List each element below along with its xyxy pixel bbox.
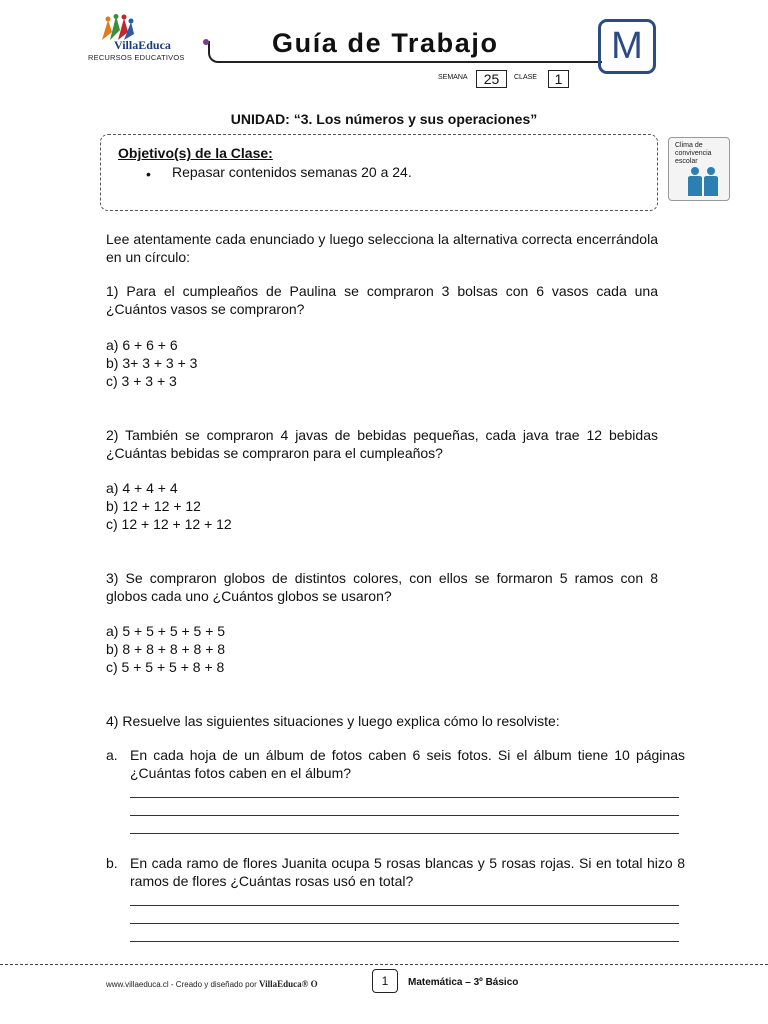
semana-label: SEMANA <box>438 74 468 81</box>
clima-badge <box>668 137 730 201</box>
option-c[interactable]: c) 12 + 12 + 12 + 12 <box>106 516 232 532</box>
clase-value: 1 <box>548 70 569 88</box>
footer-brand: VillaEduca® O <box>258 979 318 989</box>
footer-credit-text: www.villaeduca.cl - Creado y diseñado por <box>106 980 257 989</box>
item-a-marker: a. <box>106 747 118 763</box>
option-b[interactable]: b) 12 + 12 + 12 <box>106 498 201 514</box>
footer-subject: Matemática – 3º Básico <box>408 977 519 988</box>
question-3-prompt: 3) Se compraron globos de distintos colores, con ellos se formaron 5 ramos con 8 globos cada uno ¿Cuántos globos se usaron? <box>106 570 658 604</box>
footer-credit <box>106 979 318 989</box>
question-1-prompt: 1) Para el cumpleaños de Paulina se compraron 3 bolsas con 6 vasos cada una ¿Cuántos vasos se compraron? <box>106 283 658 317</box>
logo-subtitle: RECURSOS EDUCATIVOS <box>88 53 185 62</box>
question-2-options <box>106 479 232 533</box>
answer-line[interactable] <box>130 888 679 906</box>
objective-item: Repasar contenidos semanas 20 a 24. <box>172 164 412 180</box>
question-1-options <box>106 336 197 390</box>
logo-name: VillaEduca <box>114 38 171 52</box>
clima-badge-text: Clima de convivencia escolar <box>675 142 712 165</box>
unit-title: UNIDAD: “3. Los números y sus operaciones” <box>230 111 538 127</box>
subject-letter: M <box>611 25 643 67</box>
answer-line[interactable] <box>130 798 679 816</box>
clase-label: CLASE <box>514 74 537 81</box>
item-b-marker: b. <box>106 855 118 871</box>
answer-lines-a[interactable] <box>130 780 679 834</box>
people-icon <box>685 166 725 196</box>
question-4-prompt: 4) Resuelve las siguientes situaciones y luego explica cómo lo resolviste: <box>106 713 560 729</box>
question-2-prompt: 2) También se compraron 4 javas de bebidas pequeñas, cada java trae 12 bebidas ¿Cuántas bebidas se compraron para el cumpleaños? <box>106 427 658 461</box>
item-b-text: En cada ramo de flores Juanita ocupa 5 rosas blancas y 5 rosas rojas. Si en total hizo 8 ramos de flores ¿Cuántas rosas usó en total? <box>130 855 685 889</box>
objective-title: Objetivo(s) de la Clase: <box>118 145 273 161</box>
footer-divider <box>0 964 768 965</box>
option-c[interactable]: c) 3 + 3 + 3 <box>106 373 177 389</box>
semana-value: 25 <box>476 70 507 88</box>
option-a[interactable]: a) 4 + 4 + 4 <box>106 480 178 496</box>
option-b[interactable]: b) 3+ 3 + 3 + 3 <box>106 355 198 371</box>
bullet-icon: • <box>146 166 151 182</box>
answer-line[interactable] <box>130 906 679 924</box>
title-dot-icon <box>203 39 209 45</box>
option-b[interactable]: b) 8 + 8 + 8 + 8 + 8 <box>106 641 226 657</box>
subject-badge <box>598 19 656 74</box>
page-number: 1 <box>372 969 398 993</box>
option-a[interactable]: a) 6 + 6 + 6 <box>106 337 178 353</box>
instructions: Lee atentamente cada enunciado y luego selecciona la alternativa correcta encerrándola en un círculo: <box>106 231 658 265</box>
answer-lines-b[interactable] <box>130 888 679 942</box>
question-3-options <box>106 622 225 676</box>
answer-line[interactable] <box>130 924 679 942</box>
page-title: Guía de Trabajo <box>272 28 499 58</box>
item-a-text: En cada hoja de un álbum de fotos caben 6 seis fotos. Si el álbum tiene 10 páginas ¿Cuántas fotos caben en el álbum? <box>130 747 685 781</box>
answer-line[interactable] <box>130 816 679 834</box>
option-a[interactable]: a) 5 + 5 + 5 + 5 + 5 <box>106 623 226 639</box>
answer-line[interactable] <box>130 780 679 798</box>
option-c[interactable]: c) 5 + 5 + 5 + 8 + 8 <box>106 659 225 675</box>
villaeduca-logo <box>86 14 196 62</box>
